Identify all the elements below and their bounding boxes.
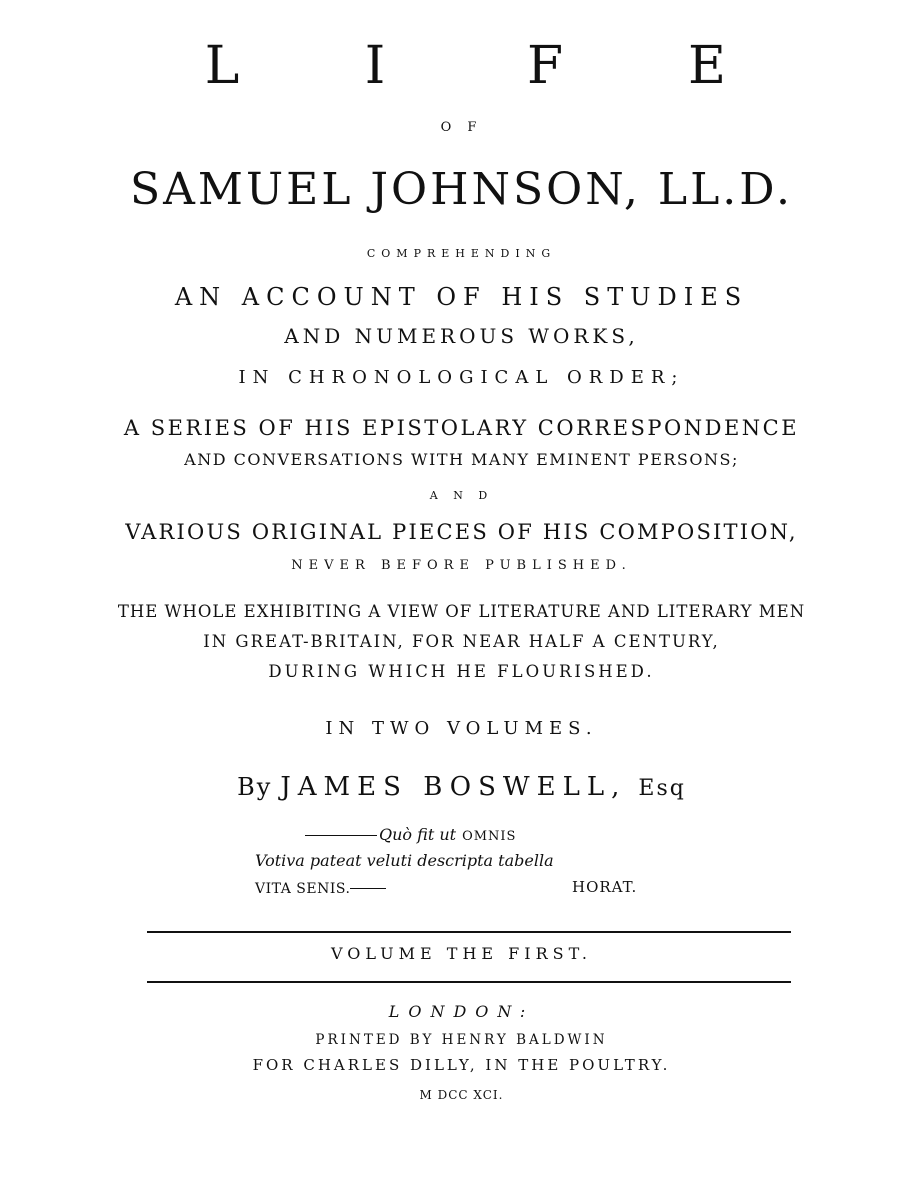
during-line: DURING WHICH HE FLOURISHED. (268, 662, 655, 681)
epigraph-vita: VITA SENIS. (255, 881, 351, 897)
epigraph-italic: Quò fit ut (379, 825, 457, 844)
account-line: AN ACCOUNT OF HIS STUDIES (174, 283, 749, 311)
epigraph-end-dash (350, 888, 386, 889)
rule-bottom (147, 981, 791, 983)
volumes-line: IN TWO VOLUMES. (325, 718, 598, 739)
title-letter-f: F (526, 36, 564, 96)
rule-top (147, 931, 791, 933)
numerous-works-line: AND NUMEROUS WORKS, (284, 324, 639, 348)
title-letter-i: I (364, 36, 386, 96)
author-esq: Esq (638, 776, 686, 801)
author-line (0, 774, 923, 800)
title-letter-l: L (204, 36, 240, 96)
epigraph-dash (305, 835, 377, 836)
britain-line: IN GREAT-BRITAIN, FOR NEAR HALF A CENTURY, (203, 632, 720, 651)
never-published-line: NEVER BEFORE PUBLISHED. (291, 558, 632, 573)
various-line: VARIOUS ORIGINAL PIECES OF HIS COMPOSITION, (125, 520, 798, 544)
imprint-city: LONDON: (388, 1002, 535, 1021)
and-line: A N D (429, 489, 494, 502)
volume-first-line: VOLUME THE FIRST. (331, 944, 592, 963)
author-name: JAMES BOSWELL, (280, 772, 627, 802)
whole-line: THE WHOLE EXHIBITING A VIEW OF LITERATURE AND LITERARY MEN (117, 602, 806, 621)
epigraph-caps: OMNIS (462, 829, 517, 844)
imprint-printer: PRINTED BY HENRY BALDWIN (315, 1032, 608, 1048)
author-by: By (237, 773, 273, 801)
imprint-date: M DCC XCI. (419, 1088, 504, 1102)
chronological-line: IN CHRONOLOGICAL ORDER; (238, 367, 685, 388)
epigraph-attribution: HORAT. (572, 878, 638, 896)
imprint-publisher: FOR CHARLES DILLY, IN THE POULTRY. (252, 1056, 671, 1074)
epigraph-line-1 (305, 827, 705, 843)
of-line: O F (440, 120, 483, 135)
book-title (0, 36, 923, 96)
conversations-line: AND CONVERSATIONS WITH MANY EMINENT PERSONS; (184, 450, 739, 469)
comprehending-line: COMPREHENDING (366, 247, 557, 260)
title-letter-e: E (688, 36, 726, 96)
series-line: A SERIES OF HIS EPISTOLARY CORRESPONDENCE (123, 416, 800, 440)
subject-name: SAMUEL JOHNSON, LL.D. (130, 164, 793, 215)
epigraph-line-2: Votiva pateat veluti descripta tabella (255, 851, 554, 870)
